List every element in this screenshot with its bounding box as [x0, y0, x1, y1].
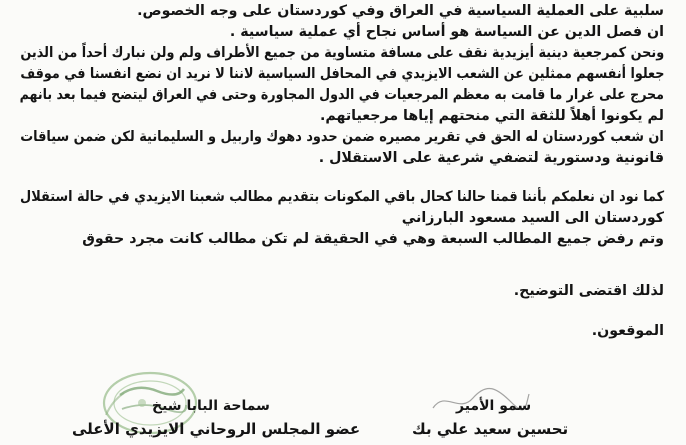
left-signatory-role: عضو المجلس الروحاني الايزيدي الأعلى	[72, 420, 361, 438]
body-line-5: محرج على غرار ما قامت به معظم المرجعيات في الدول المجاورة وحتى في العراق ليتضح فيما بعد بانهم	[19, 87, 664, 103]
body-line-8: قانونية ودستورية لتضفي شرعية على الاستقلال .	[318, 150, 664, 166]
body-line-9: كما نود ان نعلمكم بأننا قمنا حالنا كحال باقي المكونات بتقديم مطالب شعبنا الايزيدي في حالة استقلال	[19, 189, 664, 205]
body-line-7: ان شعب كوردستان له الحق في تقرير مصيره ضمن حدود دهوك واربيل و السليمانية لكن ضمن سياقات	[20, 129, 664, 145]
body-line-2: ان فصل الدين عن السياسة هو أساس نجاح أي عملية سياسية .	[229, 24, 664, 40]
body-line-3: ونحن كمرجعية دينية أيزيدية نقف على مسافة متساوية من جميع الأطراف ولم ولن نبارك أحداً من الذين	[20, 45, 664, 61]
left-signatory-title: سماحة البابا شيخ	[152, 398, 270, 414]
right-signatory-title: سمو الأمير	[456, 398, 532, 414]
body-line-11: وتم رفض جميع المطالب السبعة وهي في الحقيقة لم تكن مطالب كانت مجرد حقوق	[82, 231, 664, 247]
right-signatory-name: تحسين سعيد علي بك	[412, 420, 569, 438]
body-line-10: كوردستان الى السيد مسعود البارزاني	[401, 210, 664, 226]
signatories-label: الموقعون.	[591, 323, 664, 339]
body-line-4: جعلوا أنفسهم ممثلين عن الشعب الايزيدي في المحافل السياسية لاننا لا نريد ان نضع انفسنا في موقف	[19, 66, 664, 82]
body-line-6: لم يكونوا أهلاً للثقة التي منحتهم إياها مرجعياتهم.	[319, 108, 664, 124]
body-line-1: سلبية على العملية السياسية في العراق وفي كوردستان على وجه الخصوص.	[137, 3, 664, 19]
closing-line: لذلك اقتضى التوضيح.	[513, 283, 664, 299]
